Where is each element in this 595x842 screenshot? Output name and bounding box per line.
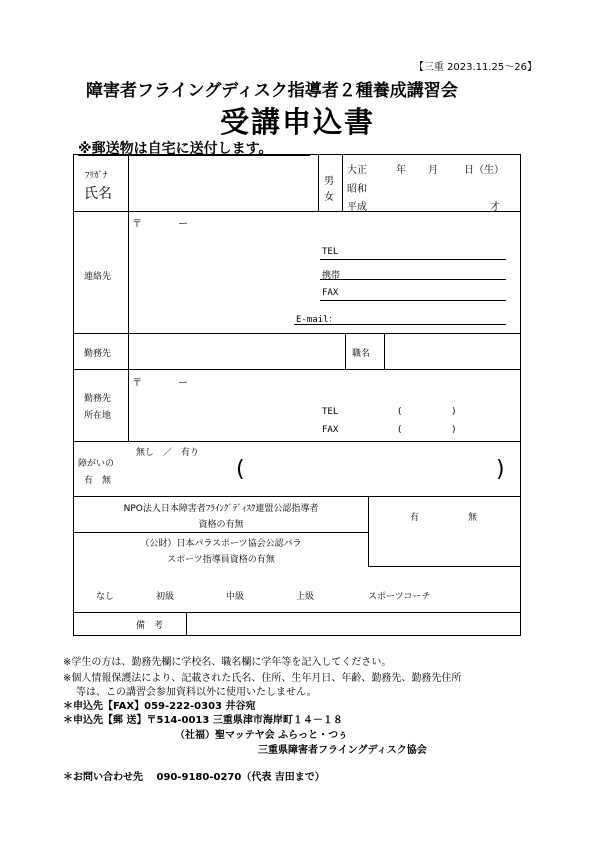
col-divider [318,155,319,211]
remarks-label: 備 考 [136,621,164,631]
col-divider [186,612,187,636]
email-input[interactable] [294,324,506,325]
email-label: E-mail： [296,315,338,325]
row-divider [74,369,520,370]
para-qualification-label: （公財）日本パラスポーツ協会公認パラ [140,539,302,549]
day-unit: 日（生） [464,165,504,176]
era-showa: 昭和 [347,184,367,195]
workplace-address-label: 所在地 [84,411,112,421]
disability-label: 有 無 [84,476,112,486]
male-option[interactable]: 男 [324,176,334,187]
npo-qualification-label: NPO法人日本障害者ﾌﾗｲﾝｸﾞﾃﾞｨｽｸ連盟公認指導者 [123,504,319,514]
qualification-no[interactable]: 無 [468,513,478,523]
paren-open: ( [398,425,402,435]
fax-input[interactable] [320,300,506,301]
student-note: ※学生の方は、勤務先欄に学校名、職名欄に学年等を記入してください。 [63,657,392,668]
year-unit: 年 [396,165,406,176]
era-heisei: 平成 [347,202,367,213]
mail-recipient: （社福）聖マッテヤ会 ふらっと・つぅ [175,730,348,741]
event-reference: 【三重 2023.11.25～26】 [413,62,537,73]
workplace-tel-label: TEL [322,407,339,417]
level-intermediate[interactable]: 中級 [226,592,245,602]
paren-close: ) [452,425,456,435]
fax-label: FAX [322,288,339,298]
era-taisho: 大正 [347,165,367,176]
remarks-input[interactable] [188,614,518,634]
postal-mark: 〒 [132,219,142,230]
postal-mark: 〒 [132,378,142,389]
mobile-input[interactable] [320,279,506,280]
qualification-yes[interactable]: 有 [410,513,420,523]
paren-open: ( [236,457,245,482]
mobile-label: 携帯 [322,271,341,281]
application-form [73,154,521,636]
female-option[interactable]: 女 [324,192,334,203]
mail-notice: ※郵送物は自宅に送付します。 [78,141,273,157]
col-divider [345,333,346,369]
postal-dash: ー [178,219,188,230]
col-divider [342,155,343,211]
mail-destination: ＊申込先【郵 送】〒514-0013 三重県津市海岸町１４－１８ [63,715,343,726]
row-divider [74,333,520,334]
month-unit: 月 [428,165,438,176]
postal-dash: ー [178,378,188,389]
col-divider [368,496,369,566]
name-input[interactable] [129,157,317,209]
workplace-input[interactable] [130,335,344,367]
col-divider [384,333,385,369]
level-advanced[interactable]: 上級 [296,592,315,602]
age-unit: 才 [490,202,500,213]
paren-close: ) [496,457,505,482]
workplace-fax-label: FAX [322,425,339,435]
position-input[interactable] [386,335,518,367]
row-divider [368,566,520,567]
privacy-note: ※個人情報保護法により、記載された氏名、住所、生年月日、年齢、勤務先、勤務先住所 [63,673,462,684]
mail-organization: 三重県障害者フライングディスク協会 [258,745,427,756]
fax-destination: ＊申込先【FAX】059-222-0303 井谷宛 [63,701,256,712]
para-qualification-label: スポーツ指導員資格の有無 [167,555,275,565]
level-none[interactable]: なし [96,592,115,602]
disability-label: 障がいの [78,459,115,469]
privacy-note: 等は、この講習会参加資料以外に使用いたしません。 [76,687,317,698]
form-title: 受講申込書 [219,105,375,139]
workplace-address-label: 勤務先 [84,394,112,404]
inquiry-contact: ＊お問い合わせ先 090-9180-0270（代表 吉田まで） [63,772,325,783]
row-divider [74,612,520,613]
level-sports-coach[interactable]: スポーツコーチ [368,592,431,602]
contact-label: 連絡先 [84,272,112,282]
row-divider [74,496,520,497]
tel-label: TEL [322,247,339,257]
tel-input[interactable] [320,259,506,260]
level-beginner[interactable]: 初級 [156,592,175,602]
name-label: 氏名 [84,186,112,202]
paren-open: ( [398,407,402,417]
furigana-label: ﾌﾘｶﾞﾅ [85,171,108,181]
row-divider [74,211,520,212]
workplace-label: 勤務先 [84,349,112,359]
npo-qualification-label: 資格の有無 [198,520,244,530]
row-divider [74,532,368,533]
position-label: 職名 [352,349,371,359]
row-divider [74,441,520,442]
course-title: 障害者フライングディスク指導者２種養成講習会 [86,81,458,101]
disability-options[interactable]: 無し ／ 有り [136,448,200,458]
paren-close: ) [452,407,456,417]
